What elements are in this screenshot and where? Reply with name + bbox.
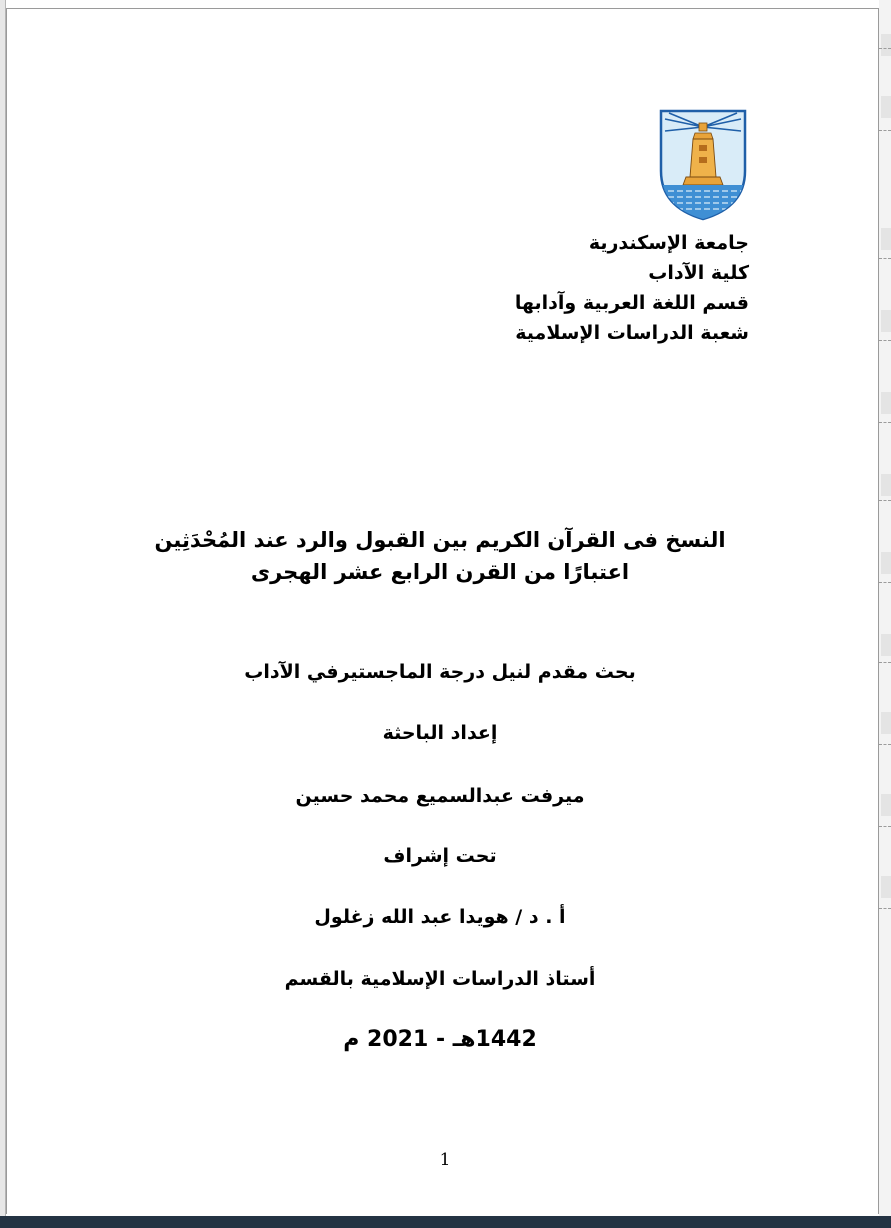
page-number: 1: [439, 1150, 451, 1170]
gutter-tick: [879, 340, 891, 341]
gutter-block: [881, 96, 891, 118]
gutter-block: [881, 392, 891, 414]
degree-statement: بحث مقدم لنيل درجة الماجستيرفي الآداب: [244, 661, 636, 683]
gutter-tick: [879, 130, 891, 131]
researcher-name: ميرفت عبدالسميع محمد حسين: [295, 785, 585, 807]
department-name: قسم اللغة العربية وآدابها: [514, 292, 749, 314]
gutter-block: [881, 634, 891, 656]
gutter-block: [881, 228, 891, 250]
university-logo: [659, 109, 747, 221]
division-name: شعبة الدراسات الإسلامية: [515, 322, 749, 344]
taskbar: [0, 1216, 891, 1228]
prepared-by-label: إعداد الباحثة: [382, 722, 498, 744]
gutter-block: [881, 474, 891, 496]
gutter-tick: [879, 258, 891, 259]
lighthouse-shield-icon: [659, 109, 747, 221]
faculty-name: كلية الآداب: [648, 262, 749, 284]
thesis-title: [150, 524, 730, 588]
institution-header: [419, 228, 749, 348]
gutter-tick: [879, 582, 891, 583]
gutter-tick: [879, 422, 891, 423]
gutter-tick: [879, 500, 891, 501]
gutter-block: [881, 794, 891, 816]
gutter-block: [881, 876, 891, 898]
right-ruler-gutter: [879, 0, 891, 1216]
gutter-block: [881, 552, 891, 574]
thesis-title-line-1: النسخ فى القرآن الكريم بين القبول والرد عند المُحْدَثِين: [154, 528, 726, 552]
gutter-tick: [879, 744, 891, 745]
supervisor-title: أستاذ الدراسات الإسلامية بالقسم: [284, 968, 596, 990]
supervisor-name: أ . د / هويدا عبد الله زغلول: [314, 906, 566, 928]
gutter-tick: [879, 48, 891, 49]
university-name: جامعة الإسكندرية: [588, 232, 749, 254]
gutter-block: [881, 712, 891, 734]
gutter-block: [881, 34, 891, 56]
gutter-tick: [879, 662, 891, 663]
thesis-date: 1442هـ - 2021 م: [343, 1027, 537, 1052]
gutter-tick: [879, 826, 891, 827]
thesis-title-line-2: اعتبارًا من القرن الرابع عشر الهجرى: [250, 560, 630, 584]
supervision-label: تحت إشراف: [383, 845, 497, 867]
gutter-block: [881, 310, 891, 332]
gutter-tick: [879, 908, 891, 909]
